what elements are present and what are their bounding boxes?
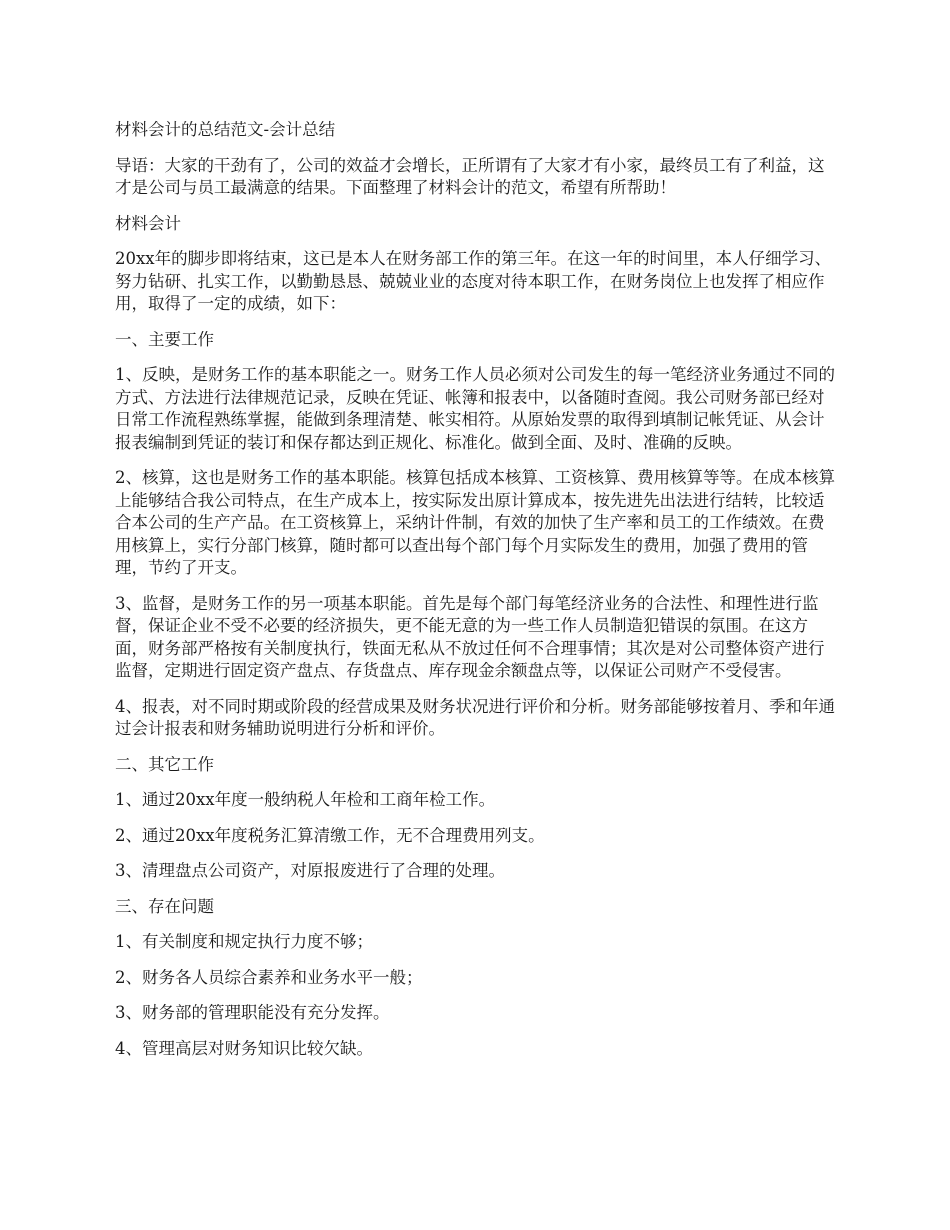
document-body [115,119,840,1073]
section-heading-problems: 三、存在问题 [115,896,214,916]
problem-item: 2、财务各人员综合素养和业务水平一般； [115,967,423,987]
other-work-item: 2、通过20xx年度税务汇算清缴工作，无不合理费用列支。 [115,825,545,845]
section-heading-main-work: 一、主要工作 [115,329,214,349]
other-work-item: 3、清理盘点公司资产，对原报废进行了合理的处理。 [115,861,505,880]
section-heading-other-work: 二、其它工作 [115,754,214,774]
main-work-item: 3、监督，是财务工作的另一项基本职能。首先是每个部门每笔经济业务的合法性、和理性进行监督，保证企业不受不必要的经济损失，更不能无意的为一些工作人员制造犯错误的氛围。在这方面，财务部严格按有关制度执行，铁面无私从不放过任何不合理事情；其次是对公司整体资产进行监督，定期进行固定资产盘点、存货盘点、库存现金余额盘点等，以保证公司财产不受侵害。 [115,593,825,680]
problem-item: 3、财务部的管理职能没有充分发挥。 [115,1003,390,1022]
intro-paragraph: 导语：大家的干劲有了，公司的效益才会增长，正所谓有了大家才有小家，最终员工有了利益，这才是公司与员工最满意的结果。下面整理了材料会计的范文，希望有所帮助！ [115,155,825,197]
problem-item: 4、管理高层对财务知识比较欠缺。 [115,1038,373,1058]
main-work-item: 1、反映，是财务工作的基本职能之一。财务工作人员必须对公司发生的每一笔经济业务通过不同的方式、方法进行法律规范记录，反映在凭证、帐簿和报表中，以备随时查阅。我公司财务部已经对日常工作流程熟练掌握，能做到条理清楚、帐实相符。从原始发票的取得到填制记帐凭证、从会计报表编制到凭证的装订和保存都达到正规化、标准化。做到全面、及时、准确的反映。 [115,365,835,452]
main-work-item: 4、报表，对不同时期或阶段的经营成果及财务状况进行评价和分析。财务部能够按着月、季和年通过会计报表和财务辅助说明进行分析和评价。 [115,696,835,738]
problem-item: 1、有关制度和规定执行力度不够； [115,932,373,951]
opening-paragraph: 20xx年的脚步即将结束，这已是本人在财务部工作的第三年。在这一年的时间里，本人仔细学习、努力钻研、扎实工作，以勤勤恳恳、兢兢业业的态度对待本职工作，在财务岗位上也发挥了相应作用，取得了一定的成绩，如下： [115,249,832,313]
other-work-item: 1、通过20xx年度一般纳税人年检和工商年检工作。 [115,790,496,809]
document-title: 材料会计的总结范文-会计总结 [115,120,336,139]
subtitle: 材料会计 [115,213,181,233]
main-work-item: 2、核算，这也是财务工作的基本职能。核算包括成本核算、工资核算、费用核算等等。在成本核算上能够结合我公司特点，在生产成本上，按实际发出原计算成本，按先进先出法进行结转，比较适合本公司的生产产品。在工资核算上，采纳计件制，有效的加快了生产率和员工的工作绩效。在费用核算上，实行分部门核算，随时都可以查出每个部门每个月实际发生的费用，加强了费用的管理，节约了开支。 [115,468,835,577]
